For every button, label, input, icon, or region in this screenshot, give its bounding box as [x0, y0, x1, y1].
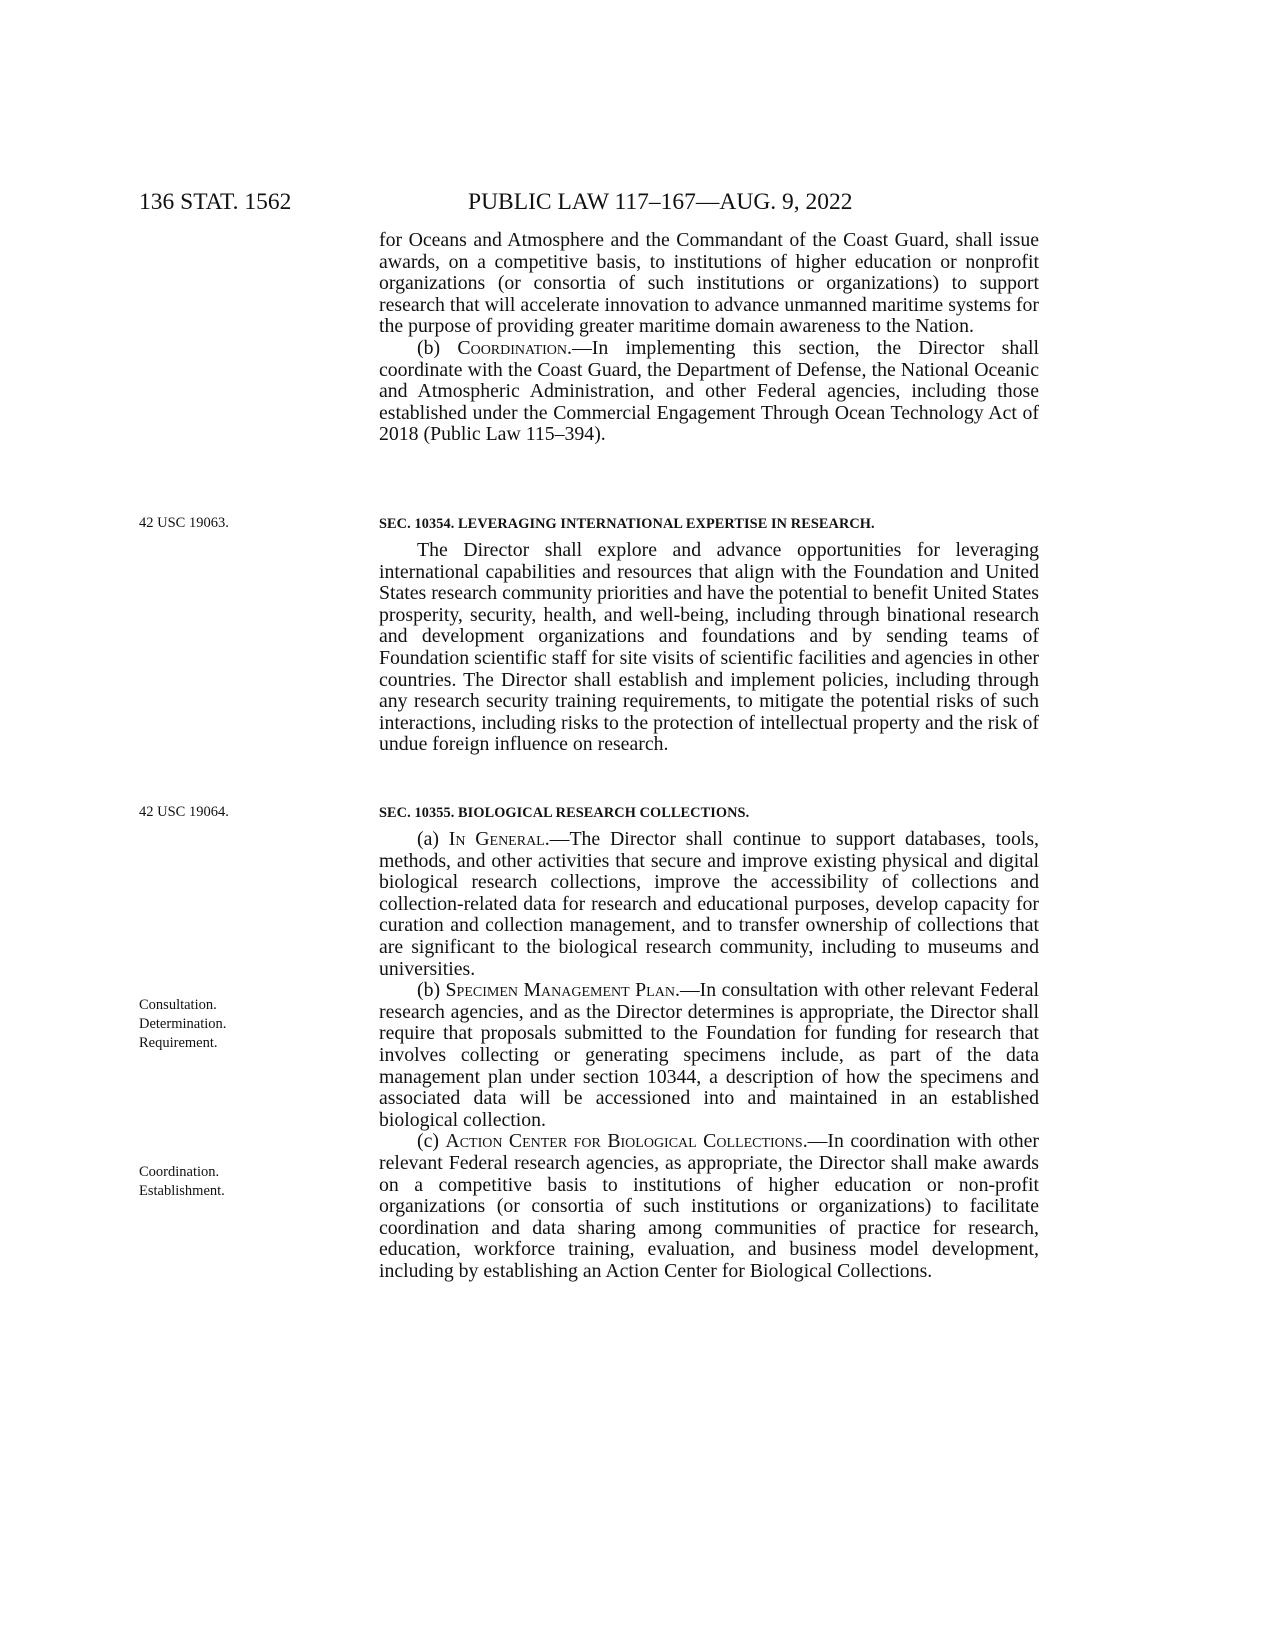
margin-notes-specimen-plan: [139, 996, 339, 1053]
subsection-c-heading: Action Center for Biological Collections: [445, 1130, 803, 1153]
subsection-b-text: .—In consultation with other relevant Federal research agencies, and as the Director determines is appropriate, the Director shall require that proposals submitted to the Foundation for funding for research that involves collecting or generating specimens include, as part of the data management plan under section 10344, a description of how the specimens and associated data will be accessioned into and maintained in an established biological collection.: [379, 979, 1040, 1131]
public-law-title: PUBLIC LAW 117–167—AUG. 9, 2022: [468, 189, 853, 215]
subsection-c-text: .—In coordination with other relevant Federal research agencies, as appropriate, the Director shall make awards on a competitive basis to institutions of higher education or non-profit organizations (or consortia of such institutions or organizations) to facilitate coordination and data sharing among communities of practice for research, education, workforce training, evaluation, and business model development, including by establishing an Action Center for Biological Collections.: [379, 1130, 1040, 1282]
subsection-a-text: .—The Director shall continue to support databases, tools, methods, and other activities that secure and improve existing physical and digital biological research collections, improve the accessibility of collections and collection-related data for research and educational purposes, develop capacity for curation and collection management, and to transfer ownership of collections that are significant to the biological research community, including to museums and universities.: [379, 828, 1039, 980]
section-10355-body: [379, 829, 1039, 1282]
margin-note-usc-19064: 42 USC 19064.: [139, 804, 229, 820]
section-10354: [379, 514, 1039, 536]
margin-note-usc-19063: 42 USC 19063.: [139, 515, 229, 531]
statute-page-number: 136 STAT. 1562: [139, 189, 292, 215]
subsection-a-label: (a): [417, 828, 449, 850]
continuation-block: [379, 230, 1039, 446]
continuation-paragraph: for Oceans and Atmosphere and the Commandant of the Coast Guard, shall issue awards, on a competitive basis, to institutions of higher education or nonprofit organizations (or consortia of such institutions or organizations) to support research that will accelerate innovation to advance unmanned maritime systems for the purpose of providing greater maritime domain awareness to the Nation.: [379, 229, 1039, 338]
coordination-text: .—In implementing this section, the Director shall coordinate with the Coast Guard, the Department of Defense, the National Oceanic and Atmospheric Administration, and other Federal agencies, including those established under the Commercial Engagement Through Ocean Technology Act of 2018 (Public Law 115–394).: [379, 336, 1039, 446]
subsection-c: [379, 1131, 1039, 1282]
subsection-c-label: (c): [417, 1130, 446, 1153]
coordination-label: (b): [417, 336, 458, 359]
subsection-b: [379, 980, 1039, 1131]
margin-notes-action-center: [139, 1163, 339, 1201]
section-10354-text: The Director shall explore and advance opportunities for leveraging international capabilities and resources that align with the Foundation and United States research community priorities and have the potential to benefit United States prosperity, security, health, and well-being, including through binational research and development organizations and foundations and by sending teams of Foundation scientific staff for site visits of scientific facilities and agencies in other countries. The Director shall establish and implement policies, including through any research security training requirements, to mitigate the potential risks of such interactions, including risks to the protection of intellectual property and the risk of undue foreign influence on research.: [379, 539, 1039, 756]
margin-note-requirement: Requirement.: [139, 1035, 218, 1051]
section-10354-body: [379, 540, 1039, 756]
subsection-a: [379, 829, 1039, 980]
margin-note-establishment: Establishment.: [139, 1183, 225, 1199]
section-10355-heading: SEC. 10355. BIOLOGICAL RESEARCH COLLECTIONS.: [379, 805, 750, 821]
coordination-paragraph: [379, 338, 1039, 446]
running-header: [139, 189, 1039, 219]
margin-note-coordination: Coordination.: [139, 1164, 220, 1180]
subsection-b-heading: Specimen Management Plan: [445, 979, 675, 1002]
coordination-heading: Coordination: [457, 336, 568, 359]
margin-note-consultation: Consultation.: [139, 997, 217, 1013]
subsection-b-label: (b): [417, 979, 446, 1002]
section-10355: [379, 803, 1039, 825]
margin-note-determination: Determination.: [139, 1016, 227, 1032]
subsection-a-heading: In General: [448, 828, 545, 850]
section-10354-heading: SEC. 10354. LEVERAGING INTERNATIONAL EXPERTISE IN RESEARCH.: [379, 516, 875, 532]
